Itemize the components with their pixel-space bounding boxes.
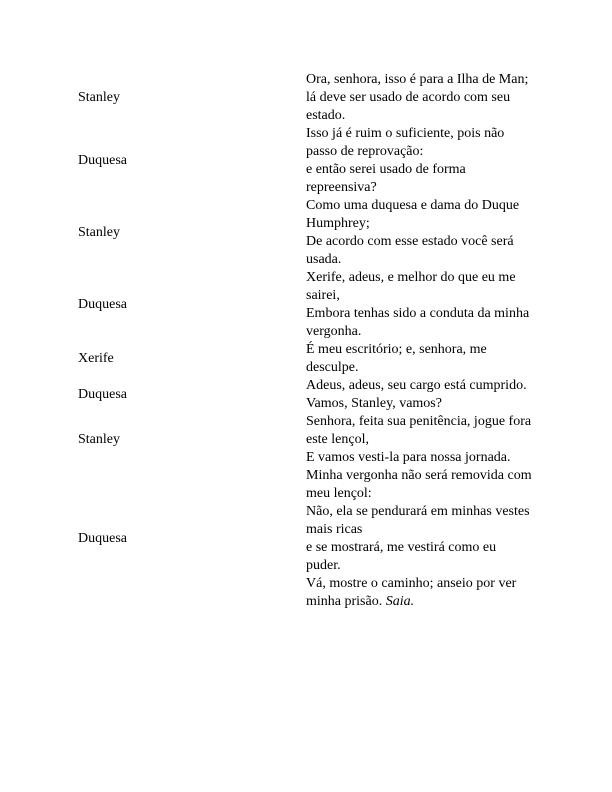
dialogue-table	[78, 71, 538, 611]
speech-line: É meu escritório; e, senhora, me desculpe.	[306, 342, 487, 375]
speech-line: Minha vergonha não será removida com meu lençol:	[306, 468, 532, 501]
dialogue-row	[78, 377, 538, 413]
speech-line: Não, ela se pendurará em minhas vestes mais ricas	[306, 504, 530, 537]
speech-line: Xerife, adeus, e melhor do que eu me sairei,	[306, 270, 516, 303]
speech-line: Adeus, adeus, seu cargo está cumprido.	[306, 378, 527, 393]
dialogue-row	[78, 341, 538, 377]
speech-line: Senhora, feita sua penitência, jogue fora este lençol,	[306, 414, 532, 447]
speaker-name: Stanley	[78, 90, 120, 105]
speech-line: Vamos, Stanley, vamos?	[306, 396, 442, 411]
speech-line: e se mostrará, me vestirá como eu puder.	[306, 540, 497, 573]
speech-line: Como uma duquesa e dama do Duque Humphrey;	[306, 198, 520, 231]
speech-text	[306, 467, 534, 611]
stage-direction: Saia.	[385, 594, 415, 609]
speech-text	[306, 125, 534, 197]
speech-line: Embora tenhas sido a conduta da minha vergonha.	[306, 306, 530, 339]
speech-line: E vamos vesti-la para nossa jornada.	[306, 450, 511, 465]
speaker-name: Duquesa	[78, 387, 127, 402]
dialogue-row	[78, 413, 538, 467]
speaker-name: Stanley	[78, 432, 120, 447]
speech-line: Ora, senhora, isso é para a Ilha de Man;	[306, 72, 529, 87]
speech-line-text: Vá, mostre o caminho; anseio por ver minha prisão.	[306, 576, 517, 609]
speech-line: Isso já é ruim o suficiente, pois não passo de reprovação:	[306, 126, 505, 159]
dialogue-row	[78, 125, 538, 197]
speaker-name: Duquesa	[78, 297, 127, 312]
speech-text	[306, 197, 534, 269]
speech-text	[306, 71, 534, 125]
speech-text	[306, 413, 534, 467]
dialogue-row	[78, 269, 538, 341]
dialogue-row	[78, 467, 538, 611]
dialogue-row	[78, 71, 538, 125]
speaker-name: Duquesa	[78, 153, 127, 168]
speech-line: lá deve ser usado de acordo com seu estado.	[306, 90, 511, 123]
speech-line: De acordo com esse estado você será usada.	[306, 234, 514, 267]
speaker-name: Stanley	[78, 225, 120, 240]
speech-text	[306, 269, 534, 341]
speech-line	[306, 575, 534, 611]
speaker-name: Duquesa	[78, 531, 127, 546]
speech-text	[306, 377, 534, 413]
speech-text	[306, 341, 534, 377]
dialogue-row	[78, 197, 538, 269]
speaker-name: Xerife	[78, 351, 114, 366]
speech-line: e então serei usado de forma repreensiva?	[306, 162, 466, 195]
